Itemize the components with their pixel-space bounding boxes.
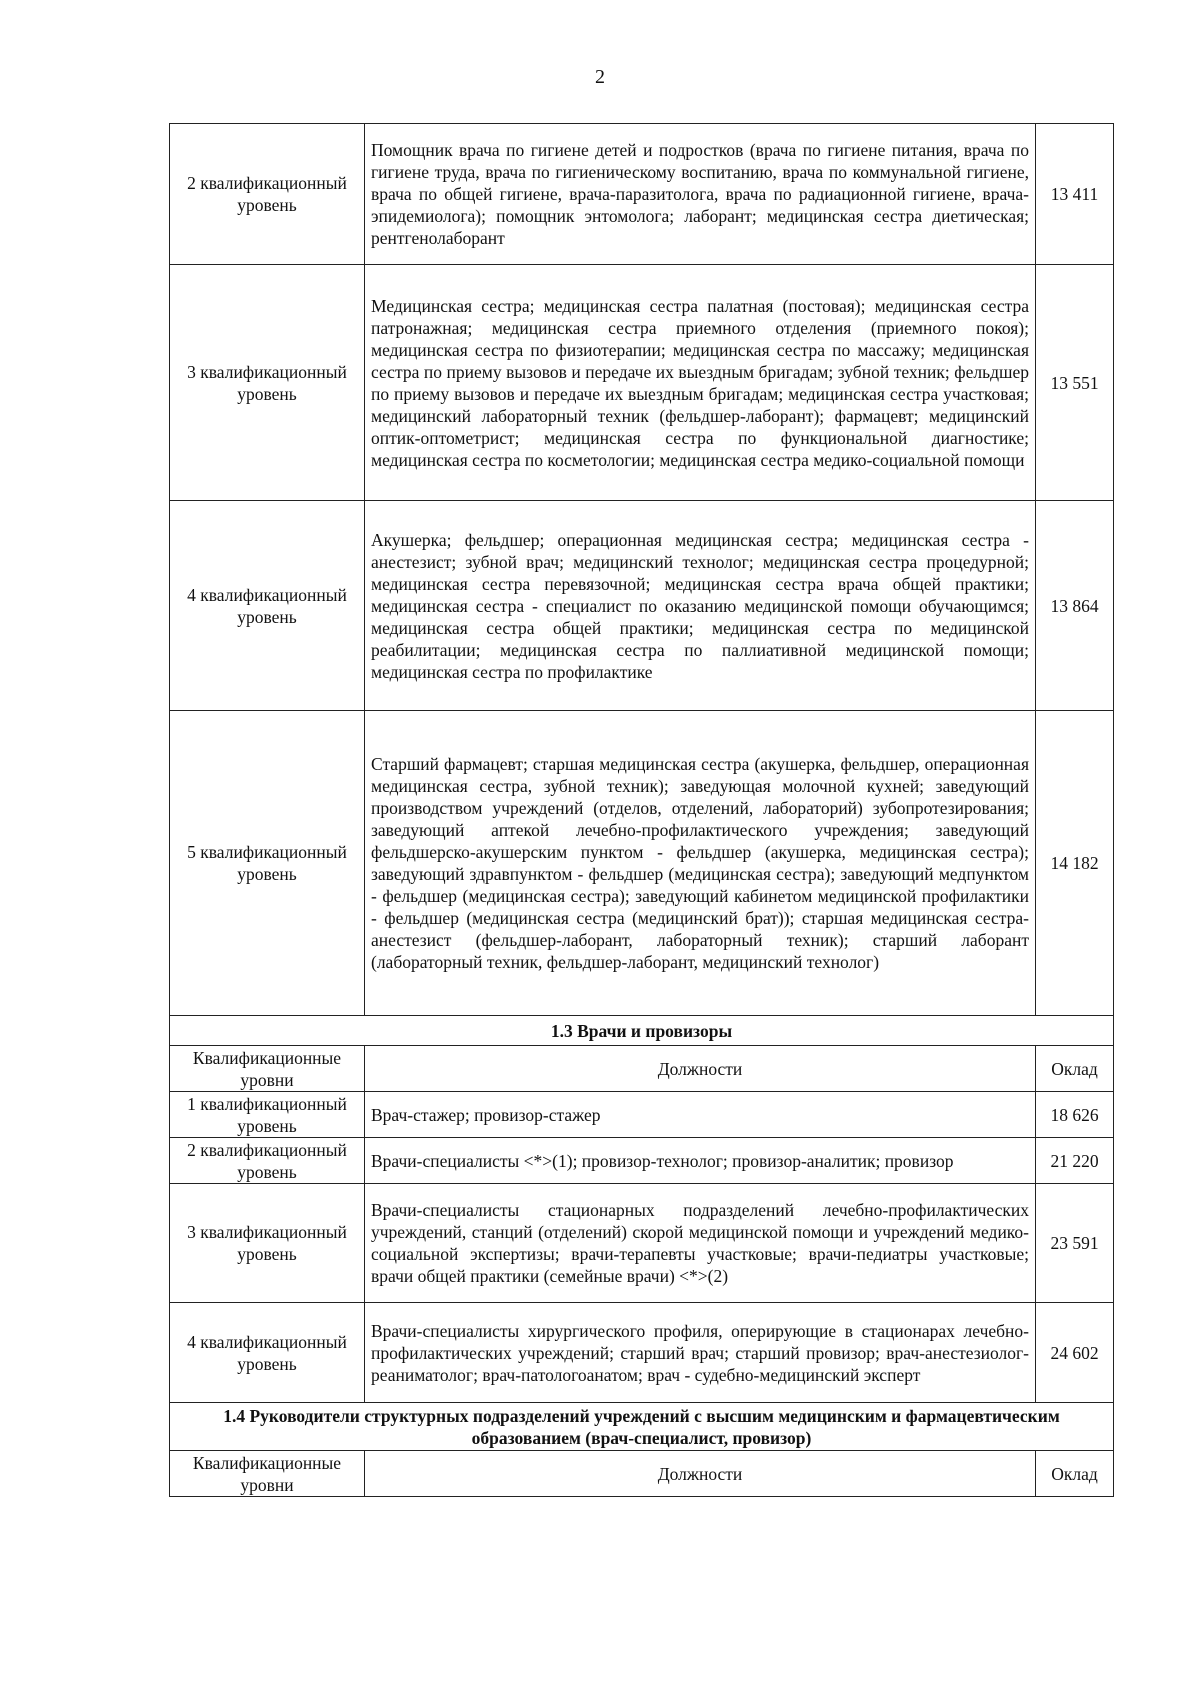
salary-value: 13 864 <box>1036 501 1114 711</box>
table-row <box>170 124 1114 265</box>
positions-text: Врачи-специалисты <*>(1); провизор-технолог; провизор-аналитик; провизор <box>365 1138 1036 1184</box>
salary-value: 24 602 <box>1036 1303 1114 1403</box>
qualification-level: 4 квалификационный уровень <box>170 1303 365 1403</box>
positions-text: Врачи-специалисты стационарных подразделений лечебно-профилактических учреждений, станций (отделений) скорой медицинской помощи и учреждений медико-социальной экспертизы; врачи-терапевты участковые; врачи-педиатры участковые; врачи общей практики (семейные врачи) <*>(2) <box>365 1184 1036 1303</box>
salary-value: 14 182 <box>1036 711 1114 1016</box>
positions-text: Врач-стажер; провизор-стажер <box>365 1092 1036 1138</box>
section-title: 1.3 Врачи и провизоры <box>170 1016 1114 1046</box>
page-number: 2 <box>595 66 605 88</box>
table-row <box>170 1184 1114 1303</box>
positions-text: Врачи-специалисты хирургического профиля, оперирующие в стационарах лечебно-профилактических учреждений; старший врач; старший провизор; врач-анестезиолог-реаниматолог; врач-патологоанатом; врач - судебно-медицинский эксперт <box>365 1303 1036 1403</box>
qualification-level: 4 квалификационный уровень <box>170 501 365 711</box>
qualification-level: 3 квалификационный уровень <box>170 265 365 501</box>
positions-text: Помощник врача по гигиене детей и подростков (врача по гигиене питания, врача по гигиене труда, врача по гигиеническому воспитанию, врача по коммунальной гигиене, врача по общей гигиене, врача-паразитолога, врача по радиационной гигиене, врача-эпидемиолога); помощник энтомолога; лаборант; медицинская сестра диетическая; рентгенолаборант <box>365 124 1036 265</box>
salary-table <box>169 123 1114 1497</box>
salary-value: 23 591 <box>1036 1184 1114 1303</box>
positions-text: Медицинская сестра; медицинская сестра палатная (постовая); медицинская сестра патронажная; медицинская сестра приемного отделения (приемного покоя); медицинская сестра по физиотерапии; медицинская сестра по массажу; медицинская сестра по приему вызовов и передаче их выездным бригадам; зубной техник; фельдшер по приему вызовов и передаче их выездным бригадам; медицинская сестра участковая; медицинский лабораторный техник (фельдшер-лаборант); фармацевт; медицинский оптик-оптометрист; медицинская сестра по функциональной диагностике; медицинская сестра по косметологии; медицинская сестра медико-социальной помощи <box>365 265 1036 501</box>
qualification-level: 1 квалификационный уровень <box>170 1092 365 1138</box>
positions-text: Старший фармацевт; старшая медицинская сестра (акушерка, фельдшер, операционная медицинская сестра, зубной техник); заведующая молочной кухней; заведующий производством учреждений (отделов, отделений, лабораторий) зубопротезирования; заведующий аптекой лечебно-профилактического учреждения; заведующий фельдшерско-акушерским пунктом - фельдшер (акушерка, медицинская сестра); заведующий здравпунктом - фельдшер (медицинская сестра); заведующий медпунктом - фельдшер (медицинская сестра); заведующий кабинетом медицинской профилактики - фельдшер (медицинская сестра (медицинский брат)); старшая медицинская сестра-анестезист (фельдшер-лаборант, лабораторный техник); старший лаборант (лабораторный техник, фельдшер-лаборант, медицинский технолог) <box>365 711 1036 1016</box>
qualification-level: 2 квалификационный уровень <box>170 1138 365 1184</box>
header-levels: Квалификационные уровни <box>170 1046 365 1092</box>
header-positions: Должности <box>365 1451 1036 1497</box>
salary-value: 21 220 <box>1036 1138 1114 1184</box>
qualification-level: 2 квалификационный уровень <box>170 124 365 265</box>
qualification-level: 3 квалификационный уровень <box>170 1184 365 1303</box>
salary-value: 18 626 <box>1036 1092 1114 1138</box>
header-levels: Квалификационные уровни <box>170 1451 365 1497</box>
table-row <box>170 501 1114 711</box>
section-heading-row <box>170 1016 1114 1046</box>
salary-value: 13 551 <box>1036 265 1114 501</box>
qualification-level: 5 квалификационный уровень <box>170 711 365 1016</box>
section-title: 1.4 Руководители структурных подразделений учреждений с высшим медицинским и фармацевтическим образованием (врач-специалист, провизор) <box>170 1403 1114 1451</box>
positions-text: Акушерка; фельдшер; операционная медицинская сестра; медицинская сестра - анестезист; зубной врач; медицинский технолог; медицинская сестра процедурной; медицинская сестра перевязочной; медицинская сестра врача общей практики; медицинская сестра - специалист по оказанию медицинской помощи обучающимся; медицинская сестра общей практики; медицинская сестра по медицинской реабилитации; медицинская сестра по паллиативной медицинской помощи; медицинская сестра по профилактике <box>365 501 1036 711</box>
table-row <box>170 265 1114 501</box>
table-header-row <box>170 1451 1114 1497</box>
table-row <box>170 1303 1114 1403</box>
header-positions: Должности <box>365 1046 1036 1092</box>
header-salary: Оклад <box>1036 1046 1114 1092</box>
table-header-row <box>170 1046 1114 1092</box>
section-heading-row <box>170 1403 1114 1451</box>
table-row <box>170 1138 1114 1184</box>
table-row <box>170 1092 1114 1138</box>
header-salary: Оклад <box>1036 1451 1114 1497</box>
salary-value: 13 411 <box>1036 124 1114 265</box>
table-row <box>170 711 1114 1016</box>
